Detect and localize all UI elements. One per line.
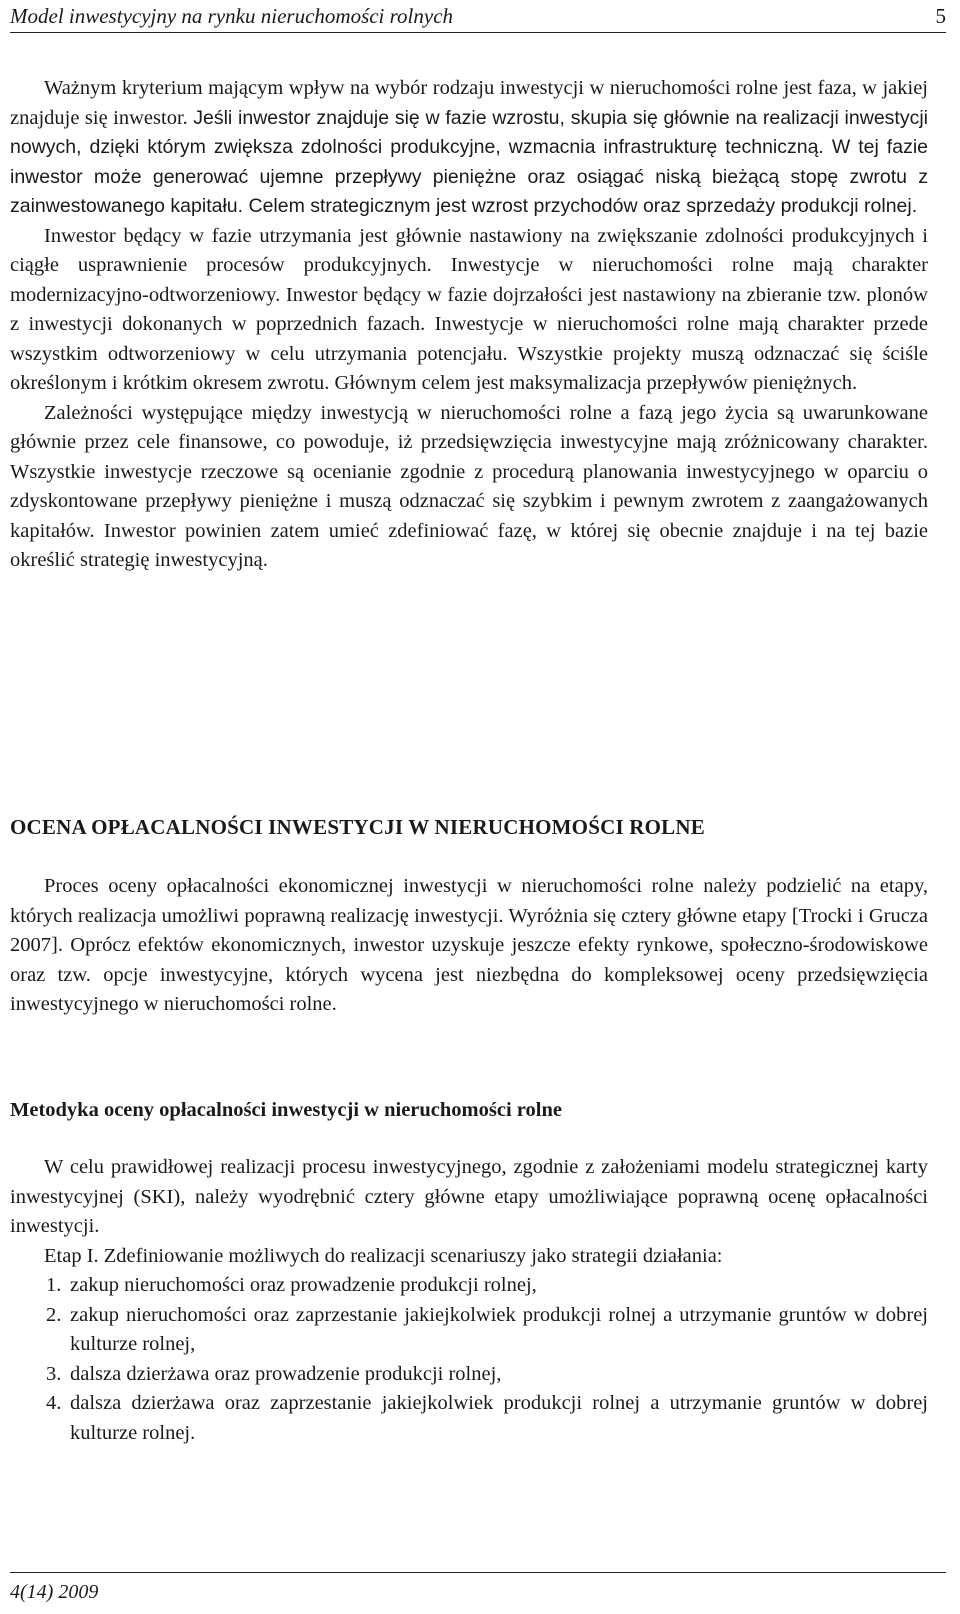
subsection-text [10,1153,928,1448]
subsection-heading: Metodyka oceny opłacalności inwestycji w nieruchomości rolne [10,1099,562,1121]
journal-title: Model inwestycyjny na rynku nieruchomości rolnych [10,4,454,28]
running-header [10,2,946,33]
section-text [10,872,928,1020]
list-item [10,1360,928,1390]
intro-text [10,74,928,576]
list-item-text: dalsza dzierżawa oraz prowadzenie produkcji rolnej, [70,1362,502,1385]
page-footer [10,1572,946,1609]
list-item [10,1301,928,1360]
list-item-text: zakup nieruchomości oraz zaprzestanie jakiejkolwiek produkcji rolnej a utrzymanie gruntów w dobrej kulturze rolnej, [70,1303,928,1355]
list-marker: 1. [46,1274,62,1296]
section-paragraph-1: Proces oceny opłacalności ekonomicznej inwestycji w nieruchomości rolne należy podzielić na etapy, których realizacja umożliwi poprawną realizację inwestycji. Wyróżnia się cztery główne etapy [Trocki i Grucza 2007]. Oprócz efektów ekonomicznych, inwestor uzyskuje jeszcze efekty rynkowe, społeczno-środowiskowe oraz tzw. opcje inwestycyjne, których wycena jest niezbędna do kompleksowej oceny przedsięwzięcia inwestycyjnego w nieruchomości rolne. [10,875,928,1015]
list-item [10,1271,928,1301]
list-marker: 4. [46,1392,62,1414]
intro-paragraph-1-sans: Jeśli inwestor znajduje się w fazie wzrostu, skupia się głównie na realizacji inwestycji nowych, dzięki którym zwiększa zdolności produkcyjne, wzmacnia infrastrukturę techniczną. W tej fazie inwestor może generować ujemne przepływy pieniężne oraz osiągać niską bieżącą stopę zwrotu z zainwestowanego kapitału. Celem strategicznym jest wzrost przychodów oraz sprzedaży produkcji rolnej. [10,106,928,217]
section-heading: OCENA OPŁACALNOŚCI INWESTYCJI W NIERUCHOMOŚCI ROLNE [10,815,705,839]
list-marker: 3. [46,1362,62,1385]
page-number: 5 [935,4,946,28]
list-marker: 2. [46,1303,62,1326]
intro-paragraph-2: Inwestor będący w fazie utrzymania jest głównie nastawiony na zwiększanie zdolności produkcyjnych i ciągłe usprawnienie procesów produkcyjnych. Inwestycje w nieruchomości rolne mają charakter modernizacyjno-odtworzeniowy. Inwestor będący w fazie dojrzałości jest nastawiony na zbieranie tzw. plonów z inwestycji dokonanych w poprzednich fazach. Inwestycje w nieruchomości rolne mają charakter przede wszystkim odtworzeniowy w celu utrzymania potencjału. Wszystkie projekty muszą odznaczać się ściśle określonym i krótkim okresem zwrotu. Głównym celem jest maksymalizacja przepływów pieniężnych. [10,224,928,394]
stage-intro: Etap I. Zdefiniowanie możliwych do realizacji scenariuszy jako strategii działania: [44,1244,723,1267]
list-item [10,1389,928,1448]
intro-paragraph-1 [10,74,928,222]
issue-number: 4(14) 2009 [10,1581,99,1603]
scenario-list [10,1271,928,1448]
list-item-text: dalsza dzierżawa oraz zaprzestanie jakiejkolwiek produkcji rolnej a utrzymanie gruntów w dobrej kulturze rolnej. [70,1392,928,1444]
list-item-text: zakup nieruchomości oraz prowadzenie produkcji rolnej, [70,1274,537,1296]
intro-paragraph-1-serif: Ważnym kryterium mającym wpływ na wybór rodzaju inwestycji w nieruchomości rolne jest faza, w jakiej znajduje się inwestor. [10,77,928,129]
intro-paragraph-3: Zależności występujące między inwestycją w nieruchomości rolne a fazą jego życia są uwarunkowane głównie przez cele finansowe, co powoduje, iż przedsięwzięcia inwestycyjne mają zróżnicowany charakter. Wszystkie inwestycje rzeczowe są ocenianie zgodnie z procedurą planowania inwestycyjnego w oparciu o zdyskontowane przepływy pieniężne i muszą odznaczać się szybkim i pewnym zwrotem z zaangażowanych kapitałów. Inwestor powinien zatem umieć zdefiniować fazę, w której się obecnie znajduje i na tej bazie określić strategię inwestycyjną. [10,401,928,571]
subsection-paragraph-1: W celu prawidłowej realizacji procesu inwestycyjnego, zgodnie z założeniami modelu strategicznej karty inwestycyjnej (SKI), należy wyodrębnić cztery główne etapy umożliwiające poprawną ocenę opłacalności inwestycji. [10,1156,928,1237]
